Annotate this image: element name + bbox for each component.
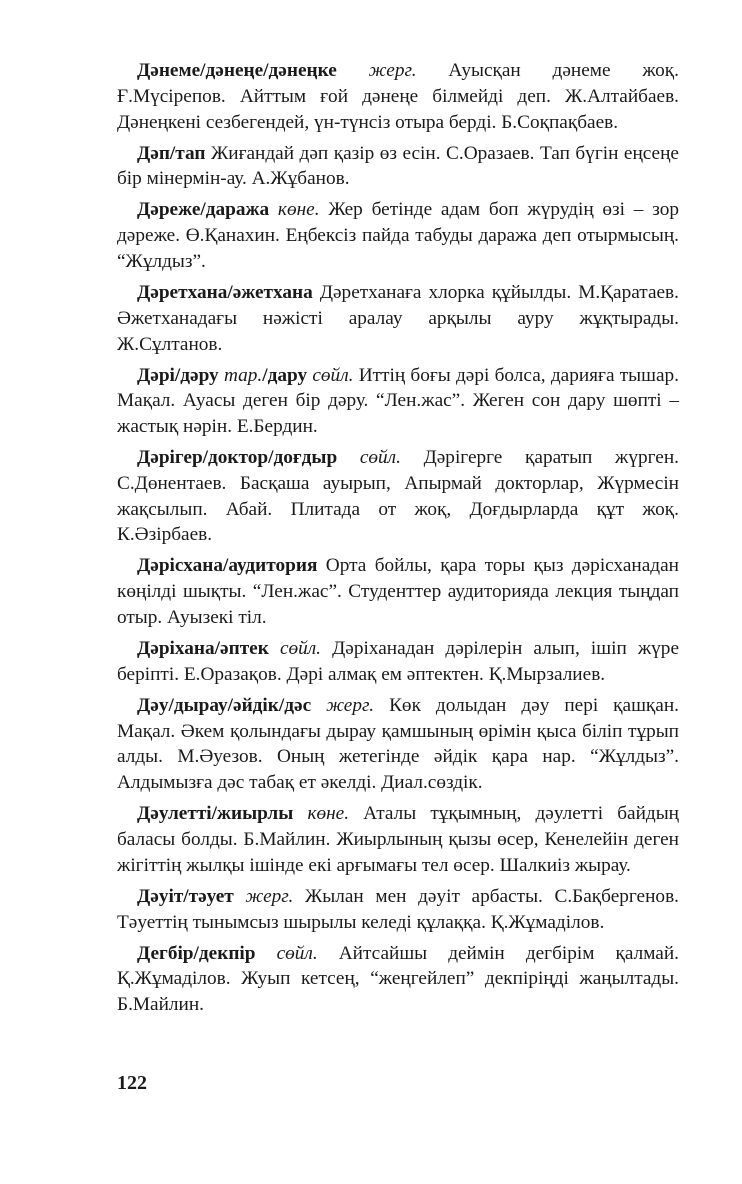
page-number: 122 <box>117 1072 147 1094</box>
entry-text: Жиғандай дәп қазір өз есін. С.Оразаев. Тап бүгін еңсеңе бір мінермін-ау. А.Жұбанов. <box>117 142 679 190</box>
entries-column <box>117 58 679 1023</box>
dictionary-entry <box>117 884 679 936</box>
usage-label: сөйл. <box>359 447 401 469</box>
usage-label: жерг. <box>245 885 294 907</box>
usage-label: жерг. <box>368 60 417 81</box>
usage-label: сөйл. <box>279 638 322 660</box>
headword: Дәреже/даража <box>137 199 270 221</box>
usage-label: көне. <box>277 199 320 221</box>
dictionary-entry <box>117 636 679 688</box>
headword: Дәрісхана/аудитория <box>137 555 318 577</box>
entry-text: Көк долыдан дәу пері қашқан. Мақал. Әкем қолындағы дырау қамшының өрімін қыса біліп тұрып алды. М.Әуезов. Оның жетегінде әйдік қара нар. “Жұлдыз”. Алдымызға дәс табақ ет әкелді. Диал.сөздік. <box>117 694 679 794</box>
entry-text: Жылан мен дәуіт арбасты. С.Бақбергенов. Тәуеттің тынымсыз шырылы келеді құлаққа. Қ.Жұмаділов. <box>117 885 679 933</box>
dictionary-entry <box>117 363 679 440</box>
headword: Дәулетті/жиырлы <box>137 803 294 825</box>
headword: Дәнеме/дәнеңе/дәнеңке <box>137 60 337 81</box>
usage-label: көне. <box>307 803 350 825</box>
headword: Дәп/тап <box>137 142 206 164</box>
entry-text: Дәрігерге қаратып жүрген. С.Дөнентаев. Басқаша ауырып, Апырмай докторлар, Жүрмесін жақсылып. Абай. Плитада от жоқ, Доғдырларда құт жоқ. К.Әзірбаев. <box>117 447 679 546</box>
headword: Дәуіт/тәует <box>137 885 234 907</box>
headword: Дәрі/дәру <box>137 364 219 386</box>
usage-label: жерг. <box>326 694 375 716</box>
dictionary-entry <box>117 941 679 1018</box>
entry-text: Дәретханаға хлорка құйылды. М.Қаратаев. Әжетханадағы нәжісті аралау арқылы ауру жұқтырады. Ж.Сұлтанов. <box>117 281 679 355</box>
headword: Дәретхана/әжетхана <box>137 281 313 303</box>
entry-text: Дәріханадан дәрілерін алып, ішіп жүре беріпті. Е.Оразақов. Дәрі алмақ ем әптектен. Қ.Мырзалиев. <box>117 638 680 685</box>
entry-text: Орта бойлы, қара торы қыз дәрісханадан көңілді шықты. “Лен.жас”. Студенттер аудиторияда лекция тыңдап отыр. Ауызекі тіл. <box>117 555 679 629</box>
dictionary-entry <box>117 58 679 135</box>
headword: Дәрігер/доктор/доғдыр <box>137 447 338 469</box>
headword-variant: /дару <box>262 364 308 386</box>
usage-label-variant: сөйл. <box>312 364 354 386</box>
dictionary-entry <box>117 280 679 357</box>
dictionary-entry <box>117 553 679 630</box>
usage-label: сөйл. <box>276 942 318 964</box>
headword: Дәріхана/әптек <box>137 638 269 660</box>
dictionary-entry <box>117 445 679 548</box>
entry-text: Жер бетінде адам боп жүрудің өзі – зор дәреже. Ө.Қанахин. Еңбексіз пайда табуды даража деп отырмысың. “Жұлдыз”. <box>117 199 679 272</box>
headword: Дегбір/декпір <box>137 942 256 964</box>
entry-text: Иттің боғы дәрі болса, дарияға тышар. Мақал. Ауасы деген бір дәру. “Лен.жас”. Жеген сон дару шөпті – жастық нәрін. Е.Бердин. <box>117 364 680 438</box>
usage-label: тар. <box>223 364 263 386</box>
entry-text: Ауысқан дәнеме жоқ. Ғ.Мүсірепов. Айттым ғой дәнеңе білмейді деп. Ж.Алтайбаев. Дәнеңкені сезбегендей, үн-түнсіз отыра берді. Б.Соқпақбаев. <box>117 60 679 133</box>
dictionary-entry <box>117 693 679 796</box>
dictionary-entry <box>117 141 679 193</box>
headword: Дәу/дырау/әйдік/дәс <box>137 694 312 716</box>
entry-text: Айтсайшы деймін дегбірім қалмай. Қ.Жұмаділов. Жуып кетсең, “жеңгейлеп” декпіріңді жаңылтады. Б.Майлин. <box>117 942 680 1016</box>
dictionary-entry <box>117 197 679 274</box>
entry-text: Аталы тұқымның, дәулетті байдың баласы болды. Б.Майлин. Жиырлының қызы өсер, Кенелейін деген жігіттің жылқы ішінде екі арғымағы тел өсер. Шалкиіз жырау. <box>117 803 679 876</box>
dictionary-entry <box>117 801 679 878</box>
